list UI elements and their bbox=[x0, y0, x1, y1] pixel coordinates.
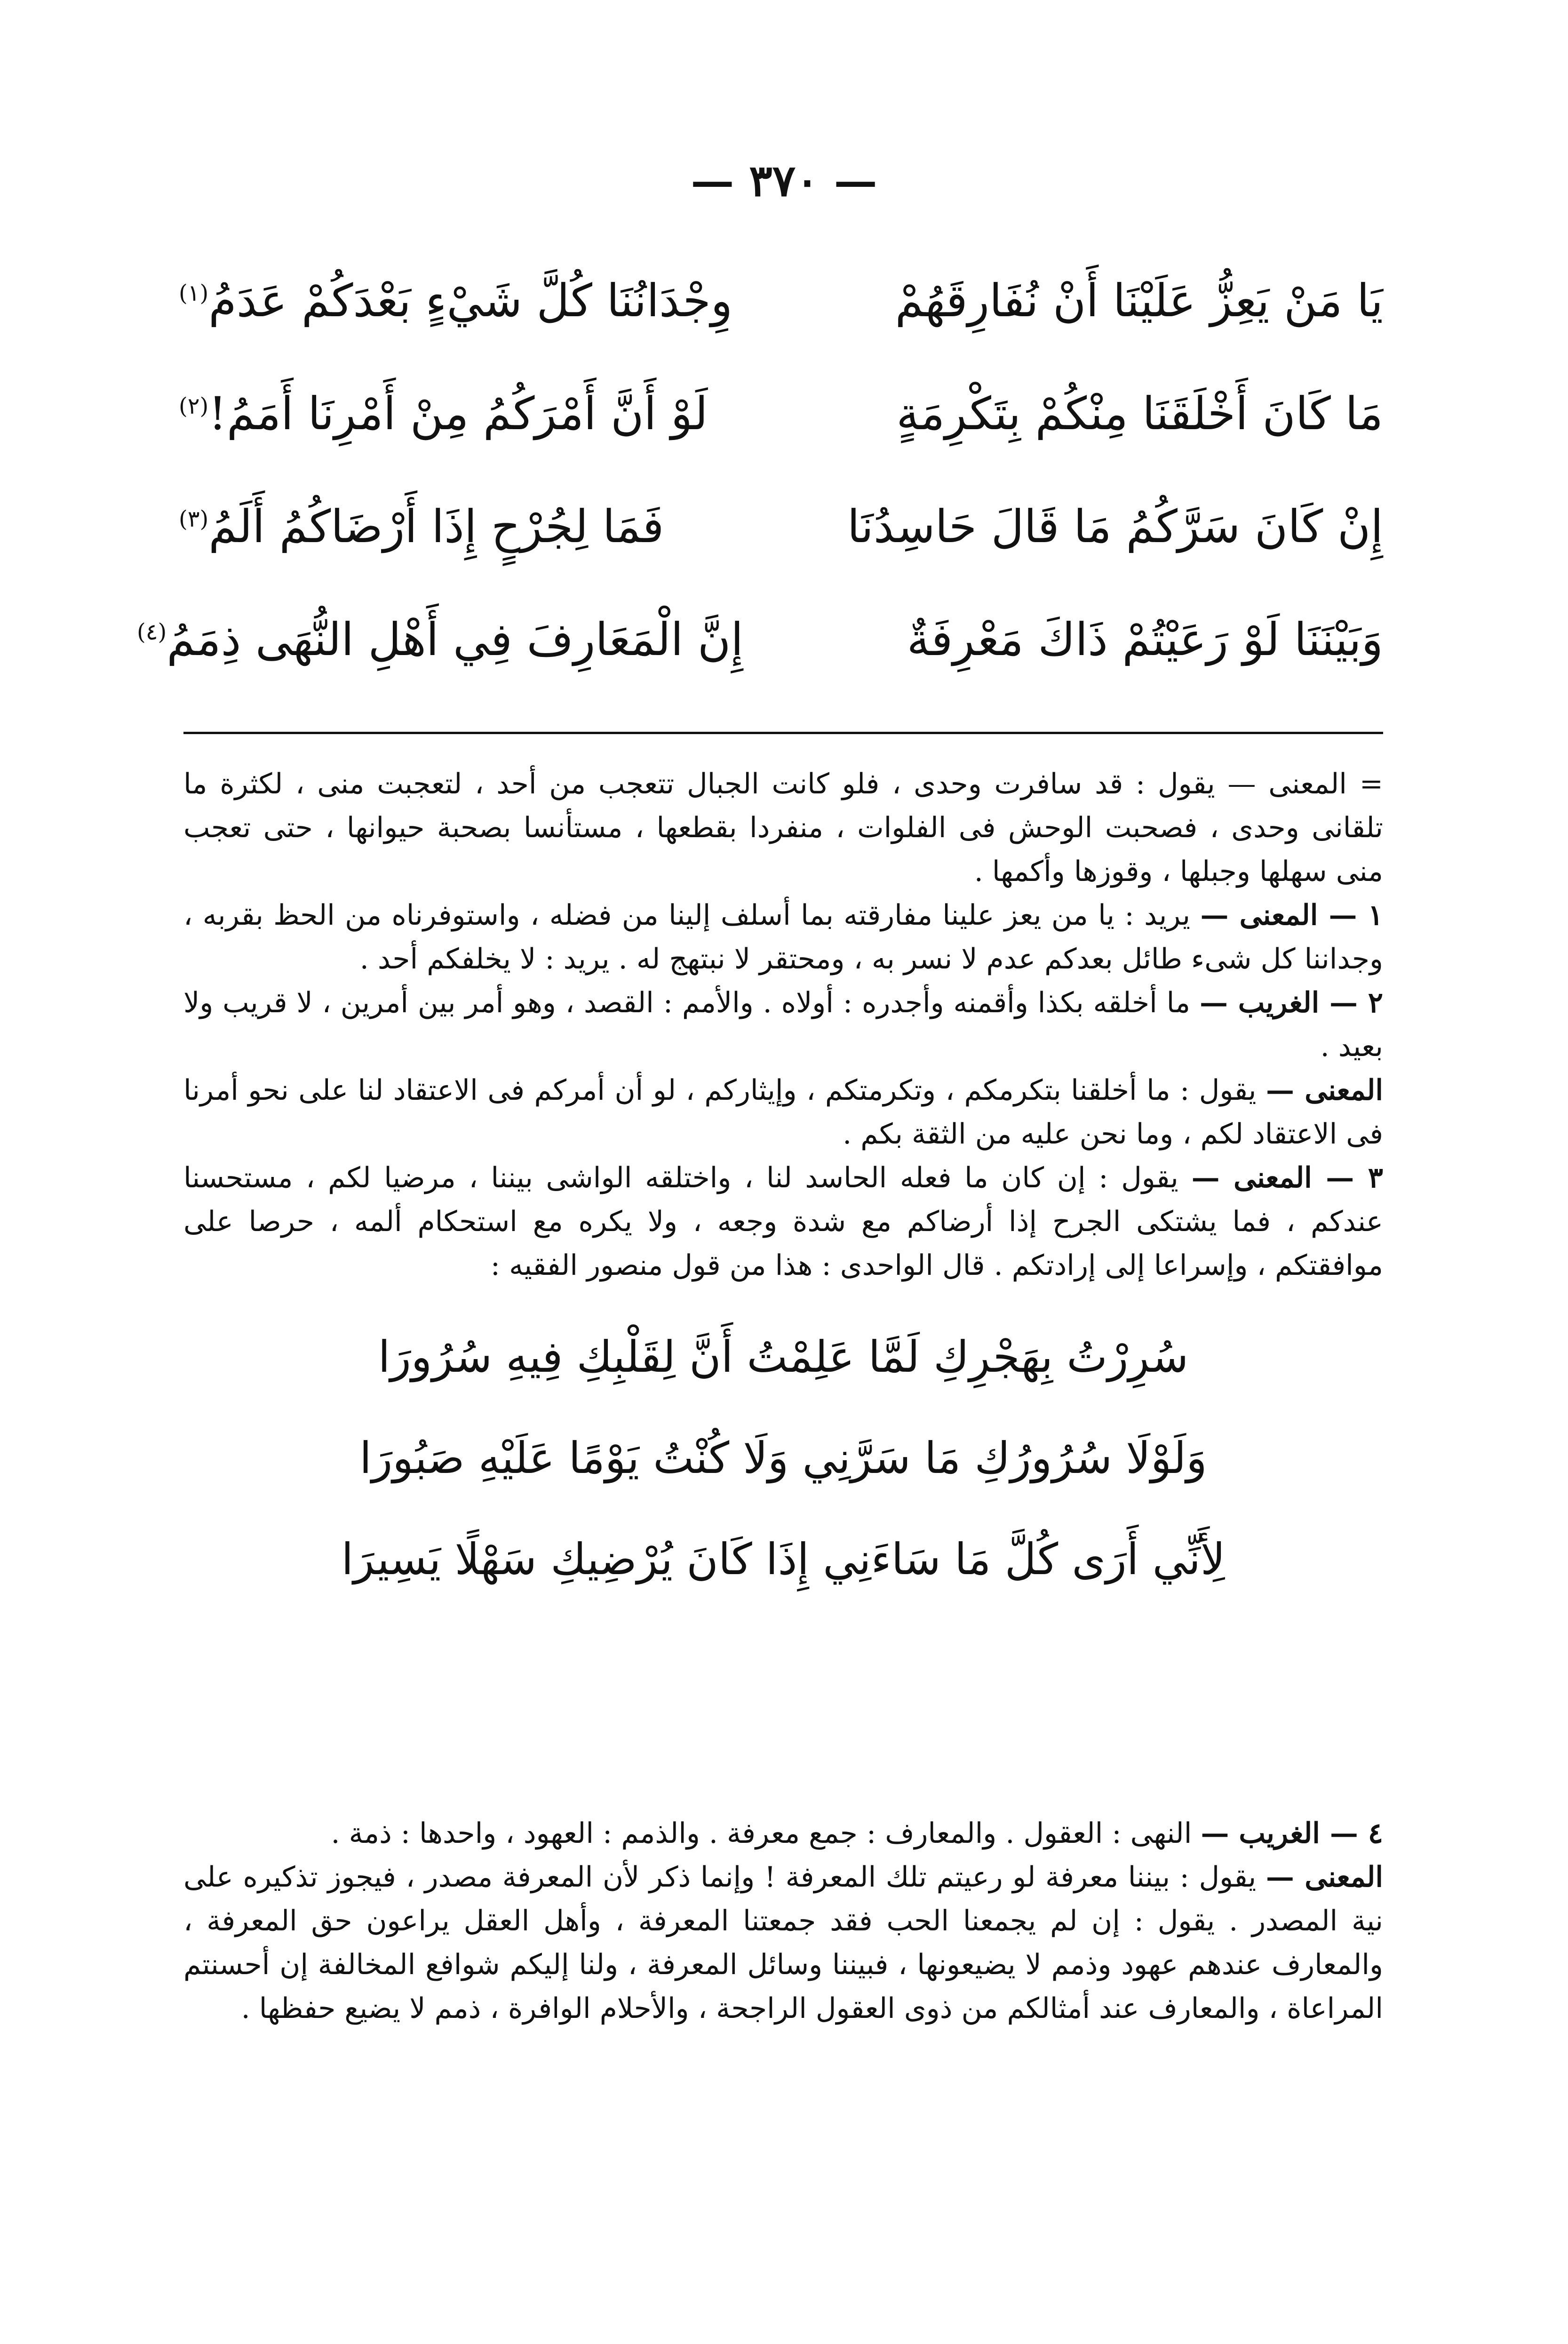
verse-second-hemistich: إِنَّ الْمَعَارِفَ فِي أَهْلِ النُّهَى ذِمَمُ$^{(٤)}$ bbox=[137, 613, 743, 666]
commentary-block bbox=[183, 762, 1383, 1624]
verse-row bbox=[137, 584, 1383, 696]
footnote-marker: (٢) bbox=[179, 393, 209, 420]
footnote-marker: (٤) bbox=[137, 619, 167, 646]
verse-first-hemistich: إِنْ كَانَ سَرَّكُمُ مَا قَالَ حَاسِدُنَا bbox=[847, 500, 1383, 553]
verse-second-hemistich: وِجْدَانُنَا كُلَّ شَيْءٍ بَعْدَكُمْ عَدَمُ$^{(١)}$ bbox=[179, 274, 733, 328]
note-4: ٤ — الغريب — النهى : العقول . والمعارف : جمع معرفة . والذمم : العهود ، واحدها : ذمة . bbox=[331, 1817, 1383, 1850]
verse-row bbox=[179, 471, 1383, 584]
quoted-poem bbox=[287, 1306, 1280, 1610]
note-label: ٢ — الغريب — bbox=[1199, 986, 1383, 1019]
quoted-verse: لِأَنِّي أَرَى كُلَّ مَا سَاءَنِي إِذَا كَانَ يُرْضِيكِ سَهْلًا يَسِيرَا bbox=[341, 1534, 1226, 1584]
page-number: — ٣٧٠ — bbox=[691, 155, 877, 206]
note-1: ١ — المعنى — يريد : يا من يعز علينا مفارقته بما أسلف إلينا من فضله ، واستوفرناه من الحظ بقربه ، وجداننا كل شىء طائل بعدكم عدم لا نسر به ، ومحتقر لا نبتهج له . يريد : لا يخلفكم أحد . bbox=[183, 899, 1383, 976]
commentary-intro: = المعنى — يقول : قد سافرت وحدى ، فلو كانت الجبال تتعجب من أحد ، لتعجبت منى ، لكثرة ما تلقانى وحدى ، فصحبت الوحش فى الفلوات ، منفردا بقطعها ، مستأنسا بصحبة حيوانها ، حتى تعجب منى سهلها وجبلها ، وقوزها وأكمها . bbox=[183, 768, 1383, 888]
divider-rule bbox=[183, 732, 1383, 734]
footnote-marker: (١) bbox=[179, 280, 209, 307]
verse-first-hemistich: يَا مَنْ يَعِزُّ عَلَيْنَا أَنْ نُفَارِقَهُمْ bbox=[895, 274, 1383, 328]
quoted-verse: وَلَوْلَا سُرُورُكِ مَا سَرَّنِي وَلَا كُنْتُ يَوْمًا عَلَيْهِ صَبُورَا bbox=[359, 1433, 1207, 1483]
note-label: المعنى — bbox=[1266, 1074, 1383, 1107]
verse-second-hemistich: لَوْ أَنَّ أَمْرَكُمُ مِنْ أَمْرِنَا أَمَمُ!$^{(٢)}$ bbox=[179, 387, 708, 440]
quoted-verse: سُرِرْتُ بِهَجْرِكِ لَمَّا عَلِمْتُ أَنَّ لِقَلْبِكِ فِيهِ سُرُورَا bbox=[378, 1332, 1189, 1382]
verse-row bbox=[179, 245, 1383, 358]
commentary-block-2 bbox=[183, 1812, 1383, 2031]
note-2: ٢ — الغريب — ما أخلقه بكذا وأقمنه وأجدره : أولاه . والأمم : القصد ، وهو أمر بين أمرين ، لا قريب ولا بعيد . bbox=[183, 986, 1383, 1063]
note-label: ٣ — المعنى — bbox=[1191, 1161, 1384, 1194]
poem-verses bbox=[137, 245, 1383, 696]
verse-first-hemistich: مَا كَانَ أَخْلَقَنَا مِنْكُمْ بِتَكْرِمَةٍ bbox=[896, 387, 1383, 440]
note-3: ٣ — المعنى — يقول : إن كان ما فعله الحاسد لنا ، واختلقه الواشى بيننا ، مرضيا لكم ، مستحسنا عندكم ، فما يشتكى الجرح إذا أرضاكم مع شدة وجعه ، ولا يكره مع استحكام ألمه ، حرصا على موافقتكم ، وإسراعا إلى إرادتكم . قال الواحدى : هذا من قول منصور الفقيه : bbox=[183, 1161, 1384, 1282]
verse-second-hemistich: فَمَا لِجُرْحٍ إِذَا أَرْضَاكُمُ أَلَمُ$^{(٣)}$ bbox=[179, 500, 664, 553]
verse-row bbox=[179, 358, 1383, 471]
footnote-marker: (٣) bbox=[179, 506, 209, 533]
note-label: ١ — المعنى — bbox=[1200, 899, 1383, 932]
note-label: المعنى — bbox=[1266, 1861, 1384, 1894]
note-label: ٤ — الغريب — bbox=[1201, 1817, 1383, 1850]
verse-first-hemistich: وَبَيْنَنَا لَوْ رَعَيْتُمْ ذَاكَ مَعْرِفَةٌ bbox=[907, 613, 1383, 666]
note-4-meaning: المعنى — يقول : بيننا معرفة لو رعيتم تلك المعرفة ! وإنما ذكر لأن المعرفة مصدر ، فيجوز تذكيره على نية المصدر . يقول : إن لم يجمعنا الحب فقد جمعتنا المعرفة ، وأهل العقل يراعون حق المعرفة ، والمعارف عندهم عهود وذمم لا يضيعونها ، فبيننا وسائل المعرفة ، ولنا إليكم شوافع المخالفة إن أحسنتم المراعاة ، والمعارف عند أمثالكم من ذوى العقول الراجحة ، والأحلام الوافرة ، ذمم لا يضيع حفظها . bbox=[183, 1861, 1384, 2025]
note-2-meaning: المعنى — يقول : ما أخلقنا بتكرمكم ، وتكرمتكم ، وإيثاركم ، لو أن أمركم فى الاعتقاد لنا على نحو أمرنا فى الاعتقاد لكم ، وما نحن عليه من الثقة بكم . bbox=[183, 1074, 1383, 1151]
